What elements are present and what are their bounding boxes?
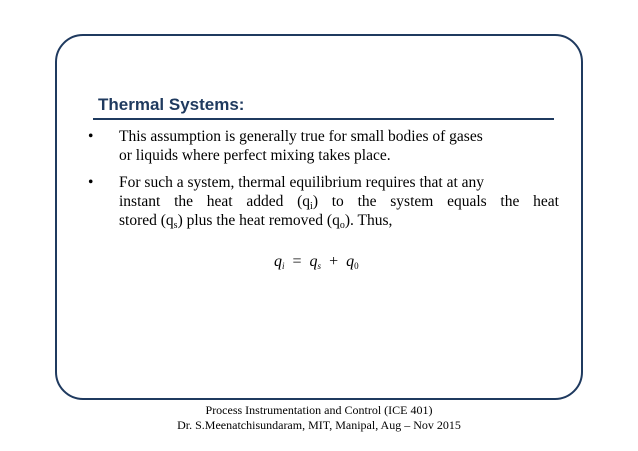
slide-title: Thermal Systems:: [98, 95, 245, 114]
word: heat: [533, 193, 559, 210]
word: the: [500, 193, 520, 210]
word: added: [246, 193, 284, 210]
bullet-2-line-2: [119, 192, 559, 211]
footer-course: Process Instrumentation and Control (ICE 401): [205, 403, 433, 417]
bullet-2-line-1: For such a system, thermal equilibrium requires that at any: [119, 174, 485, 191]
heat-added-symbol: $(q_i)$: [297, 193, 318, 212]
word: instant: [119, 193, 161, 210]
word: system: [390, 193, 434, 210]
word: the: [357, 193, 377, 210]
bullet-marker-1: •: [88, 128, 94, 145]
bullet-2-line-3: stored $(q_s)$ plus the heat removed $(q_o)$. Thus,: [119, 212, 393, 231]
word: the: [174, 193, 194, 210]
bullet-marker-2: •: [88, 174, 94, 191]
bullet-1-line-2: or liquids where perfect mixing takes place.: [119, 147, 391, 164]
word: equals: [447, 193, 487, 210]
word: heat: [206, 193, 233, 210]
bullet-1-line-1: This assumption is generally true for small bodies of gases: [119, 128, 483, 145]
footer-author: Dr. S.Meenatchisundaram, MIT, Manipal, Aug – Nov 2015: [177, 418, 461, 432]
title-underline: [93, 118, 554, 120]
bullet-text-1: [119, 127, 559, 165]
heat-balance-equation: $q_i = q_s + q_0$: [274, 253, 359, 271]
word: to: [331, 193, 344, 210]
bullet-text-2: [119, 173, 559, 230]
